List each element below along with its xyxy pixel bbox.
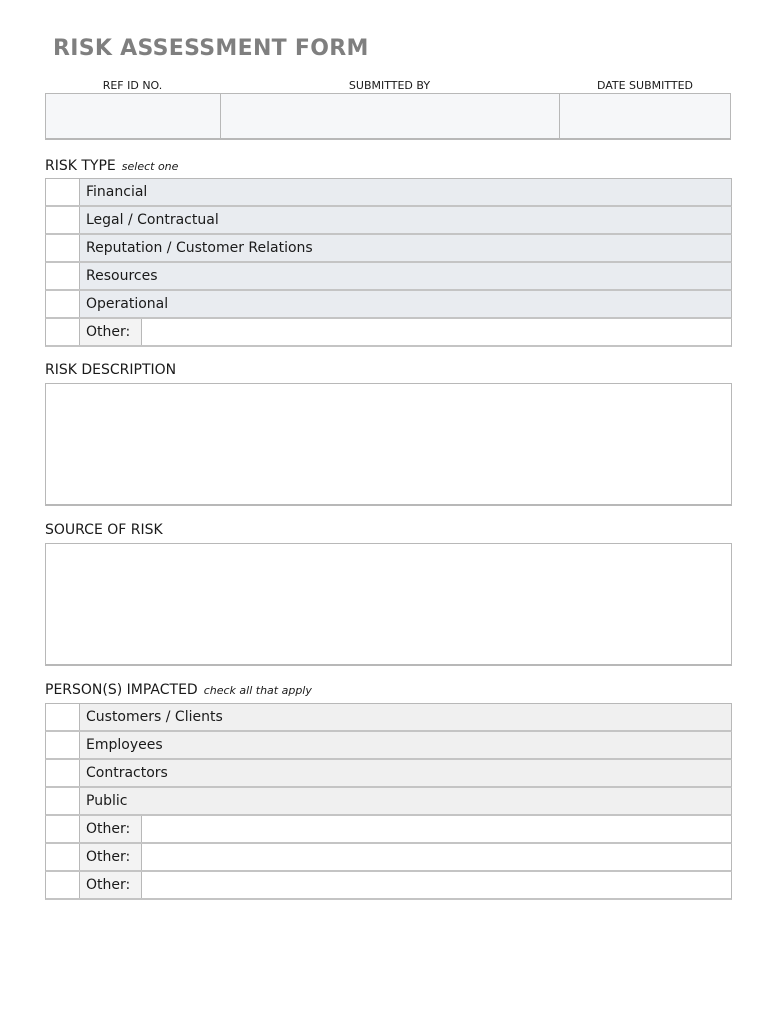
- risk-type-label: RISK TYPE: [45, 158, 116, 174]
- risk-type-table: [45, 178, 732, 347]
- risk-option-checkbox[interactable]: [46, 179, 80, 205]
- risk-type-heading: [45, 158, 178, 174]
- risk-description-field[interactable]: [45, 383, 732, 506]
- risk-option-checkbox[interactable]: [46, 291, 80, 317]
- person-other-checkbox[interactable]: [46, 844, 80, 870]
- date-submitted-label: DATE SUBMITTED: [596, 79, 694, 92]
- risk-option-label: Operational: [80, 291, 731, 317]
- risk-option-row: [45, 207, 732, 235]
- persons-impacted-heading: [45, 682, 312, 698]
- risk-option-label: Reputation / Customer Relations: [80, 235, 731, 261]
- risk-other-label: Other:: [80, 319, 142, 345]
- risk-option-row: [45, 263, 732, 291]
- risk-option-label: Legal / Contractual: [80, 207, 731, 233]
- person-option-checkbox[interactable]: [46, 704, 80, 730]
- person-other-label: Other:: [80, 816, 142, 842]
- risk-option-checkbox[interactable]: [46, 207, 80, 233]
- person-option-row: [45, 760, 732, 788]
- person-option-checkbox[interactable]: [46, 732, 80, 758]
- submitted-by-field[interactable]: [221, 94, 560, 138]
- person-other-field[interactable]: [142, 872, 731, 898]
- person-option-row: [45, 788, 732, 816]
- person-option-checkbox[interactable]: [46, 788, 80, 814]
- form-title: RISK ASSESSMENT FORM: [53, 36, 369, 61]
- person-other-field[interactable]: [142, 816, 731, 842]
- person-option-label: Customers / Clients: [80, 704, 731, 730]
- ref-id-field[interactable]: [46, 94, 221, 138]
- risk-option-checkbox[interactable]: [46, 263, 80, 289]
- person-other-row: [45, 816, 732, 844]
- risk-option-row: [45, 235, 732, 263]
- risk-option-row: [45, 179, 732, 207]
- risk-type-hint: select one: [121, 160, 179, 173]
- person-other-row: [45, 872, 732, 900]
- person-other-label: Other:: [80, 872, 142, 898]
- risk-other-field[interactable]: [142, 319, 731, 345]
- risk-other-checkbox[interactable]: [46, 319, 80, 345]
- person-other-label: Other:: [80, 844, 142, 870]
- person-other-checkbox[interactable]: [46, 872, 80, 898]
- person-option-row: [45, 704, 732, 732]
- date-submitted-field[interactable]: [560, 94, 730, 138]
- persons-impacted-table: [45, 703, 732, 900]
- persons-impacted-label: PERSON(S) IMPACTED: [45, 682, 198, 698]
- person-other-checkbox[interactable]: [46, 816, 80, 842]
- person-option-label: Employees: [80, 732, 731, 758]
- header-fields: [45, 93, 731, 140]
- person-option-row: [45, 732, 732, 760]
- submitted-by-label: SUBMITTED BY: [348, 79, 431, 92]
- source-of-risk-label: SOURCE OF RISK: [45, 522, 163, 538]
- source-of-risk-field[interactable]: [45, 543, 732, 666]
- person-option-label: Public: [80, 788, 731, 814]
- risk-option-label: Resources: [80, 263, 731, 289]
- person-option-checkbox[interactable]: [46, 760, 80, 786]
- ref-id-label: REF ID NO.: [102, 79, 163, 92]
- person-option-label: Contractors: [80, 760, 731, 786]
- risk-option-checkbox[interactable]: [46, 235, 80, 261]
- risk-description-label: RISK DESCRIPTION: [45, 362, 177, 378]
- persons-impacted-hint: check all that apply: [203, 684, 312, 697]
- risk-option-label: Financial: [80, 179, 731, 205]
- risk-option-row: [45, 291, 732, 319]
- person-other-row: [45, 844, 732, 872]
- risk-other-row: [45, 319, 732, 347]
- person-other-field[interactable]: [142, 844, 731, 870]
